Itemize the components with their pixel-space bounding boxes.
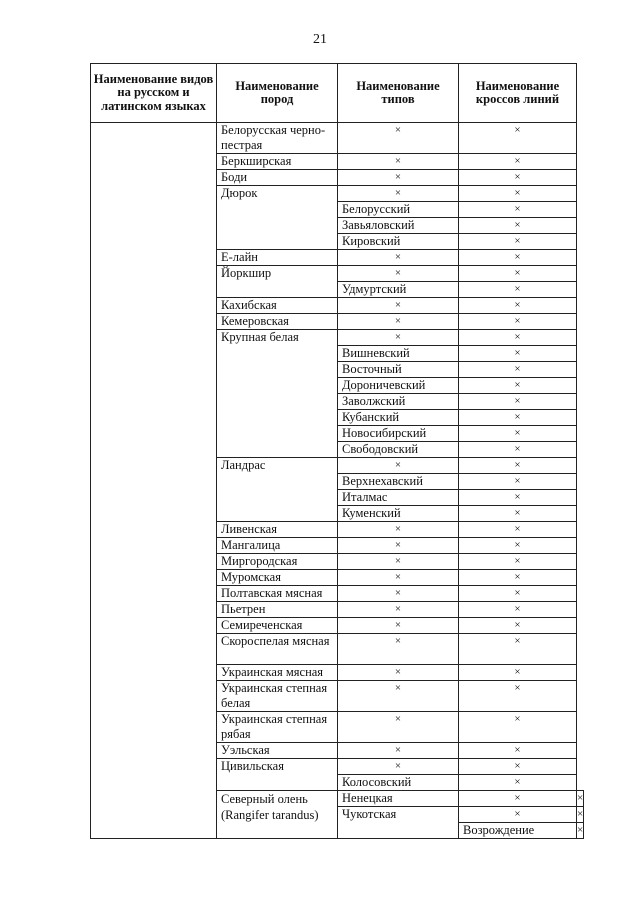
type-mark: × [338,554,459,570]
type-mark: × [338,458,459,474]
cross-mark: × [459,634,577,665]
cross-mark: × [459,410,577,426]
cross-mark: × [459,458,577,474]
cross-mark: × [459,522,577,538]
type-cell: Возрождение [459,823,577,839]
cross-mark: × [459,570,577,586]
breed-cell: Семиреченская [217,618,338,634]
cross-mark: × [459,298,577,314]
breed-cell: Украинская мясная [217,665,338,681]
cross-mark: × [459,218,577,234]
breed-cell: Беркширская [217,154,338,170]
cross-mark: × [459,346,577,362]
type-mark: × [338,186,459,202]
type-mark: × [338,570,459,586]
breed-cell: Скороспелая мясная [217,634,338,665]
breed-cell: Йоркшир [217,266,338,298]
table-row [91,123,584,154]
breed-cell: Белорусская черно-пестрая [217,123,338,154]
cross-mark: × [459,123,577,154]
cross-mark: × [459,170,577,186]
type-mark: × [338,681,459,712]
type-cell: Колосовский [338,775,459,791]
species-cell [91,123,217,839]
type-mark: × [338,170,459,186]
cross-mark: × [459,266,577,282]
breed-cell: Кахибская [217,298,338,314]
header-breeds: Наименование пород [217,64,338,123]
cross-mark: × [459,618,577,634]
breed-cell: Чукотская [338,807,459,839]
cross-mark: × [459,330,577,346]
breed-cell: Ненецкая [338,791,459,807]
type-mark: × [338,712,459,743]
header-types: Наименование типов [338,64,459,123]
type-mark: × [338,665,459,681]
type-cell: Италмас [338,490,459,506]
cross-mark: × [459,490,577,506]
cross-mark: × [459,234,577,250]
breeds-table [90,63,584,839]
cross-mark: × [459,282,577,298]
cross-mark: × [459,506,577,522]
cross-mark: × [459,759,577,775]
cross-mark: × [577,823,584,839]
type-cell: Вишневский [338,346,459,362]
type-mark: × [338,123,459,154]
cross-mark: × [459,681,577,712]
type-cell: Кировский [338,234,459,250]
cross-mark: × [459,602,577,618]
breed-cell: Пьетрен [217,602,338,618]
type-mark: × [338,602,459,618]
type-mark: × [338,330,459,346]
cross-mark: × [459,426,577,442]
breed-cell: Ливенская [217,522,338,538]
breed-cell: Мангалица [217,538,338,554]
type-cell: Верхнехавский [338,474,459,490]
breed-cell: Боди [217,170,338,186]
breed-cell: Крупная белая [217,330,338,458]
cross-mark: × [459,712,577,743]
cross-mark: × [459,665,577,681]
cross-mark: × [459,154,577,170]
type-mark: × [338,538,459,554]
type-mark: × [459,791,577,807]
type-cell: Белорусский [338,202,459,218]
cross-mark: × [459,775,577,791]
cross-mark: × [459,474,577,490]
breed-cell: Е-лайн [217,250,338,266]
cross-mark: × [577,807,584,823]
breed-cell: Украинская степная белая [217,681,338,712]
cross-mark: × [459,538,577,554]
breed-cell: Украинская степная рябая [217,712,338,743]
cross-mark: × [459,394,577,410]
type-mark: × [338,250,459,266]
type-mark: × [338,314,459,330]
type-cell: Куменский [338,506,459,522]
type-cell: Восточный [338,362,459,378]
species-cell: Северный олень (Rangifer tarandus) [217,791,338,839]
breed-cell: Полтавская мясная [217,586,338,602]
type-cell: Новосибирский [338,426,459,442]
type-mark: × [338,759,459,775]
type-cell: Заволжский [338,394,459,410]
cross-mark: × [459,186,577,202]
type-mark: × [338,154,459,170]
type-cell: Удмуртский [338,282,459,298]
cross-mark: × [459,202,577,218]
cross-mark: × [459,554,577,570]
cross-mark: × [459,442,577,458]
breed-cell: Цивильская [217,759,338,791]
breed-cell: Кемеровская [217,314,338,330]
breed-cell: Миргородская [217,554,338,570]
type-mark: × [338,266,459,282]
breed-cell: Муромская [217,570,338,586]
type-mark: × [338,586,459,602]
cross-mark: × [459,586,577,602]
type-cell: Свободовский [338,442,459,458]
type-mark: × [338,298,459,314]
breed-cell: Дюрок [217,186,338,250]
cross-mark: × [459,378,577,394]
page-number: 21 [313,32,327,47]
header-species: Наименование видов на русском и латинском языках [91,64,217,123]
type-mark: × [459,807,577,823]
cross-mark: × [459,743,577,759]
type-cell: Кубанский [338,410,459,426]
breed-cell: Ландрас [217,458,338,522]
type-mark: × [338,522,459,538]
cross-mark: × [577,791,584,807]
type-mark: × [338,743,459,759]
header-crosses: Наименование кроссов линий [459,64,577,123]
type-mark: × [338,618,459,634]
table-header-row [91,64,584,123]
breed-cell: Уэльская [217,743,338,759]
type-cell: Завьяловский [338,218,459,234]
type-cell: Дороничевский [338,378,459,394]
cross-mark: × [459,250,577,266]
cross-mark: × [459,314,577,330]
cross-mark: × [459,362,577,378]
type-mark: × [338,634,459,665]
